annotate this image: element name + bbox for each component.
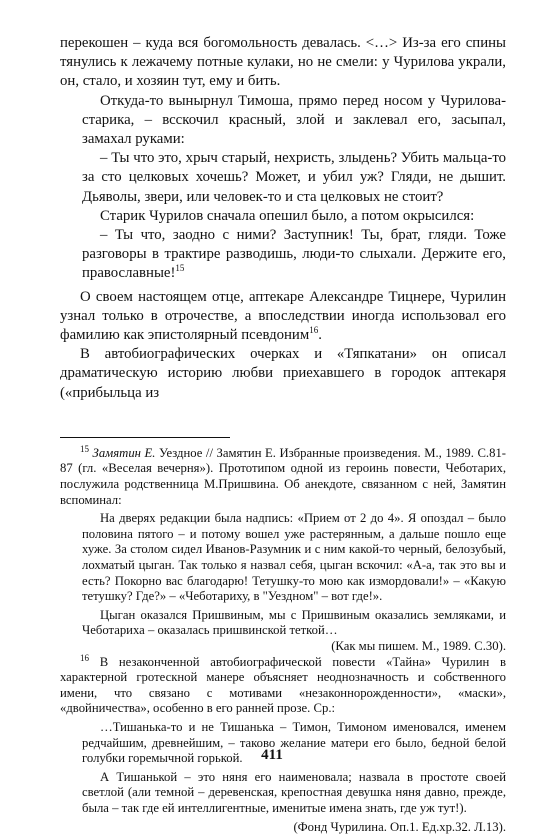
paragraph: В автобиографических очерках и «Тяпкатани» он описал драматическую историю любви приехавшего в городок аптекаря («прибыльца из — [60, 346, 506, 401]
paragraph-text: О своем настоящем отце, аптекаре Александре Тицнере, Чурилин узнал только в отрочестве, а впоследствии иногда использовал его фамилию как эпистолярный псевдоним — [60, 288, 506, 344]
paragraph: Откуда-то вынырнул Тимоша, прямо перед носом у Чурилова-старика, – всскочил красный, злой и заклевал его, засыпал, замахал руками: — [82, 92, 506, 148]
footnote-source: (Фонд Чурилина. Оп.1. Ед.хр.32. Л.13). — [293, 819, 506, 834]
paragraph: перекошен – куда вся богомольность девалась. <…> Из-за его спины тянулись к лежачему потные кулаки, но не смели: у Чурилова украли, он, стало, и хозяин тут, ему и бить. — [60, 35, 506, 90]
paragraph-end: . — [318, 327, 322, 344]
footnote-16 — [60, 652, 507, 717]
page-body — [60, 34, 506, 835]
paragraph — [60, 226, 506, 284]
paragraph — [60, 288, 506, 346]
footnote-divider — [60, 437, 230, 438]
footnotes — [60, 443, 507, 835]
footnote-source: (Как мы пишем. М., 1989. С.30). — [331, 638, 506, 653]
footnote-text: Уездное // Замятин Е. Избранные произведения. М., 1989. С.81-87 (гл. «Веселая вечерня»). Прототипом одной из героинь повести, Чеботарих, послужила родственница М.Пришвина. Об анекдоте, связанном с ней, Замятин вспоминал: — [60, 445, 507, 507]
footnote-quote: …Тишанька-то и не Тишанька – Тимон, Тимоном именовался, именем редчайшим, древнейшим, – таково желание матери его было, бедной белой голубки горемычной горькой. — [82, 719, 506, 766]
footnote-ref: 16 — [309, 325, 319, 336]
footnote-number: 16 — [80, 652, 89, 663]
paragraph: Старик Чурилов сначала опешил было, а потом окрысился: — [100, 207, 475, 224]
footnote-quote: Цыган оказался Пришвиным, мы с Пришвиным оказались земляками, и Чеботариха – оказалась пришвинской теткой… — [82, 607, 506, 638]
page-number: 411 — [261, 747, 283, 763]
footnote-quote: А Тишанькой – это няня его наименовала; назвала в простоте своей светлой (али темной – деревенская, крепостная девушка няня давно, прежде, была – так где ей интеллигентные, именитые имена знать, где уж тут!). — [82, 769, 506, 815]
footnote-ref: 15 — [175, 263, 185, 274]
paragraph-text: – Ты что, заодно с ними? Заступник! Ты, брат, гляди. Тоже разговоры в трактире разводишь, люди-то слыхали. Держите его, православные! — [82, 227, 506, 282]
footnote-text: В незаконченной автобиографической повести «Тайна» Чурилин в характерной гротескной манере объясняет неоднозначность и собственного имени, что связано с мотивами «незаконнорожденности», «маски», «двойничества», особенно в его ранней прозе. Ср.: — [60, 654, 507, 716]
paragraph: – Ты что это, хрыч старый, нехристь, злыдень? Убить мальца-то за сто целковых хочешь? Может, и убил уж? Гляди, не дышит. Дьяволы, звери, или человек-то и ста целковых не стоит? — [82, 150, 506, 205]
footnote-number: 15 — [80, 443, 89, 454]
main-text — [60, 34, 506, 403]
footnote-quote: На дверях редакции была надпись: «Прием от 2 до 4». Я опоздал – было половина пятого – и потому вошел уже растерянным, а дальше пошло еще хуже. За столом сидел Иванов-Разумник и с ним какой-то черный, белозубый, лохматый цыган. Так только я назвал себя, цыган вскочил: «А-а, так это вы и есть? Покорно вас благодарю! Тетушку-то мою как измордовали!» – «Какую тетушку? Где?» – «Чеботариху, в "Уездном" – вот где!». — [82, 511, 506, 604]
footnote-15 — [60, 443, 507, 508]
footnote-author: Замятин Е. — [92, 445, 156, 460]
